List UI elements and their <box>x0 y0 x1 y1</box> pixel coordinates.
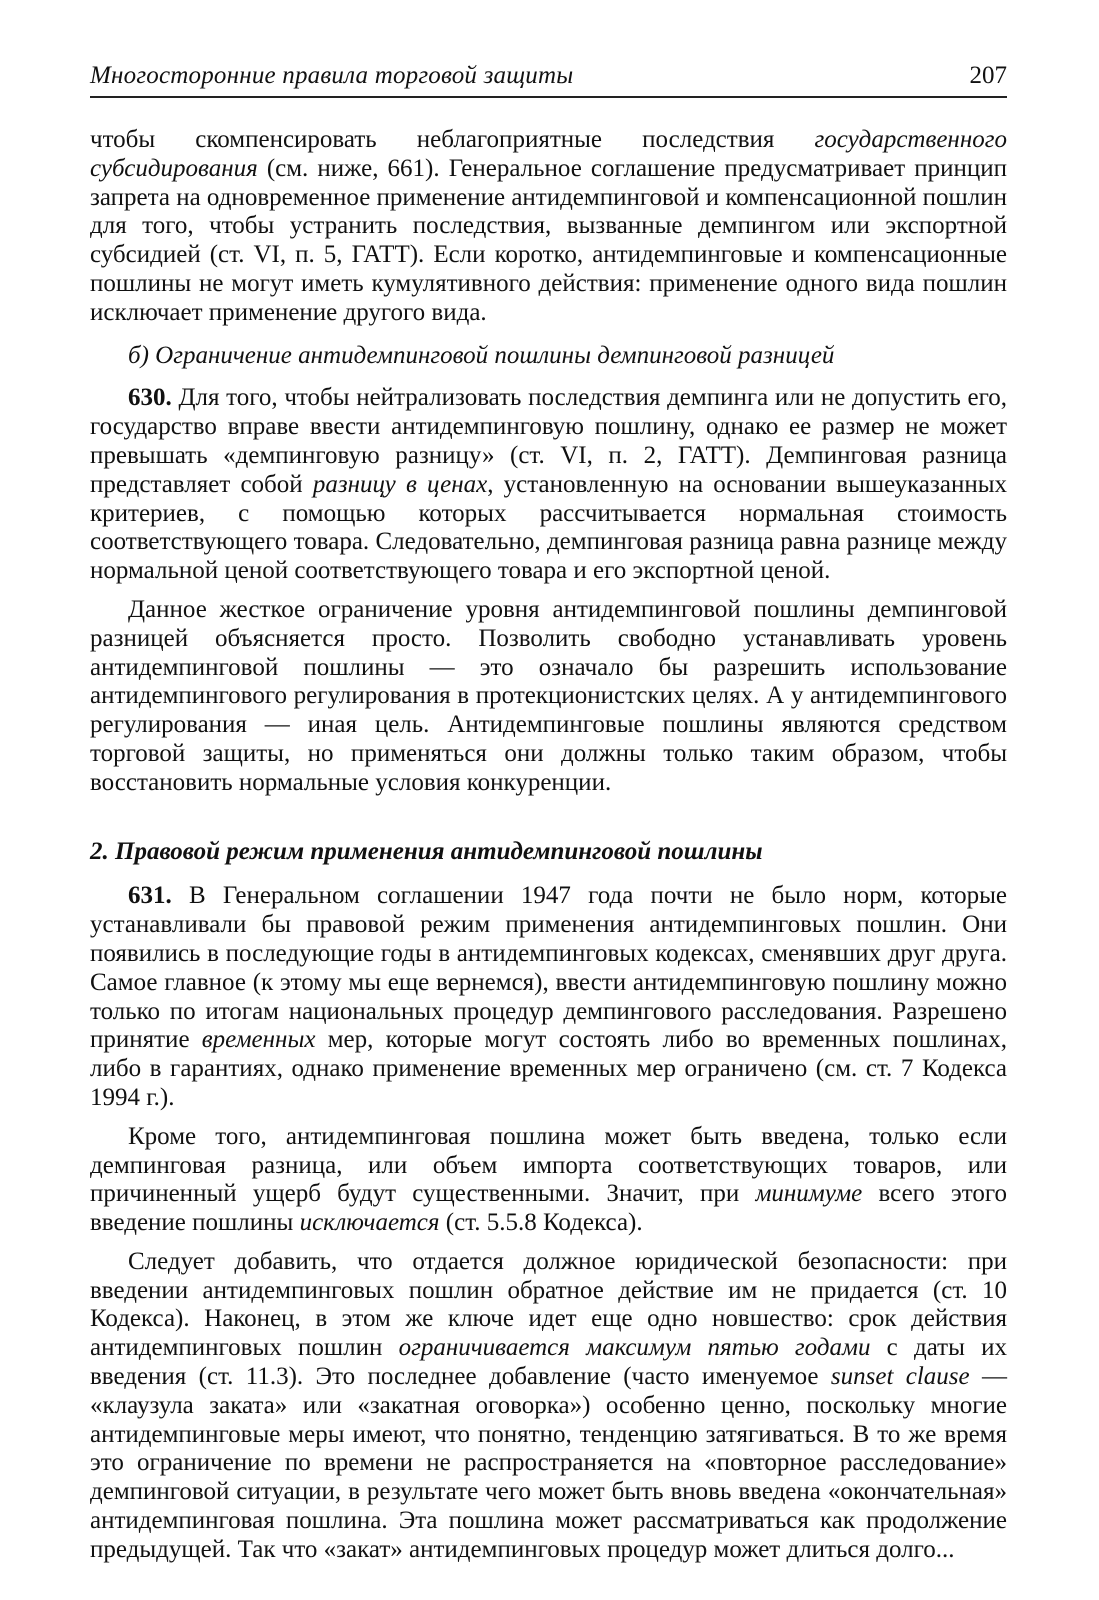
paragraph-630 <box>90 384 1007 586</box>
text-run: с даты их введения (ст. 11.3). Это последнее добавление (часто именуемое <box>90 1334 1007 1391</box>
italic-term: sunset clause <box>830 1363 970 1391</box>
text-run: Следует добавить, что отдается должное юридической безопасности: при введении антидемпинговых пошлин обратное действие им не придается (ст. 10 Кодекса). Наконец, в этом же ключе идет еще одно новшество: срок действия антидемпинговых пошлин <box>90 1247 1007 1362</box>
section-heading-2: 2. Правовой режим применения антидемпинговой пошлины <box>90 837 763 865</box>
text-run: чтобы скомпенсировать неблагоприятные последствия <box>90 126 815 153</box>
paragraph-630-continued: Данное жесткое ограничение уровня антидемпинговой пошлины демпинговой разницей объясняется просто. Позволить свободно устанавливать уровень антидемпинговой пошлины — это означало бы разрешить использование антидемпингового регулирования в протекционистских целях. А у антидемпингового регулирования — иная цель. Антидемпинговые пошлины являются средством торговой защиты, но применяться они должны только таким образом, чтобы восстановить нормальные условия конкуренции. <box>90 595 1007 796</box>
paragraph-number: 631. <box>128 882 172 910</box>
text-run: всего этого введение пошлины <box>90 1180 1007 1237</box>
subheading-b: б) Ограничение антидемпинговой пошлины демпинговой разницей <box>128 341 835 369</box>
italic-term: минимуме <box>755 1180 863 1208</box>
body-text <box>90 126 1007 1565</box>
text-run: (см. ниже, 661). Генеральное соглашение предусматривает принцип запрета на одновременное применение антидемпинговой и компенсационной пошлин для того, чтобы устранить последствия, вызванные демпингом или экспортной субсидией (ст. VI, п. 5, ГАТТ). Если коротко, антидемпинговые и компенсационные пошлины не могут иметь кумулятивного действия: применение одного вида пошлин исключает применение другого вида. <box>90 154 1007 326</box>
italic-term: государственного субсидирования <box>90 126 1007 182</box>
running-header <box>90 58 1007 98</box>
italic-term: исключается <box>299 1209 440 1237</box>
paragraph-number: 630. <box>128 384 172 412</box>
text-run: В Генеральном соглашении 1947 года почти не было норм, которые устанавливали бы правовой режим применения антидемпинговых пошлин. Они появились в последующие годы в антидемпинговых кодексах, сменявших друг друга. Самое главное (к этому мы еще вернемся), ввести антидемпинговую пошлину можно только по итогам национальных процедур демпингового расследования. Разрешено принятие <box>90 882 1007 1054</box>
paragraph-intro <box>90 126 1007 328</box>
text-run: — «клаузула заката» или «закатная оговорка») особенно ценно, поскольку многие антидемпинговые меры имеют, что понятно, тенденцию затягиваться. В то же время это ограничение по времени не распространяется на «повторное расследование» демпинговой ситуации, в результате чего может быть вновь введена «окончательная» антидемпинговая пошлина. Эта пошлина может рассматриваться как продолжение предыдущей. Так что «закат» антидемпинговых процедур может длиться долго... <box>90 1363 1008 1563</box>
text-run: (ст. 5.5.8 Кодекса). <box>439 1209 643 1237</box>
paragraph-631-sunset <box>90 1248 1007 1565</box>
italic-term: временных <box>201 1026 316 1054</box>
page-number: 207 <box>969 62 1007 89</box>
paragraph-631 <box>90 882 1007 1112</box>
running-title: Многосторонние правила торговой защиты <box>90 62 574 89</box>
italic-term: ограничивается максимум пятью годами <box>398 1334 871 1362</box>
italic-term: разницу в ценах <box>312 470 488 498</box>
paragraph-631-minimum <box>90 1123 1007 1238</box>
text-run: Для того, чтобы нейтрализовать последствия демпинга или не допустить его, государство вправе ввести антидемпинговую пошлину, однако ее размер не может превышать «демпинговую разницу» (ст. VI, п. 2, ГАТТ). Демпинговая разница представляет собой <box>90 384 1007 498</box>
text-run: мер, которые могут состоять либо во временных пошлинах, либо в гарантиях, однако применение временных мер ограничено (см. ст. 7 Кодекса 1994 г.). <box>90 1026 1007 1111</box>
text-run: Кроме того, антидемпинговая пошлина может быть введена, только если демпинговая разница, или объем импорта соответствующих товаров, или причиненный ущерб будут существенными. Значит, при <box>90 1122 1007 1208</box>
text-run: , установленную на основании вышеуказанных критериев, с помощью которых рассчитывается нормальная стоимость соответствующего товара. Следовательно, демпинговая разница равна разнице между нормальной ценой соответствующего товара и его экспортной ценой. <box>90 470 1007 585</box>
